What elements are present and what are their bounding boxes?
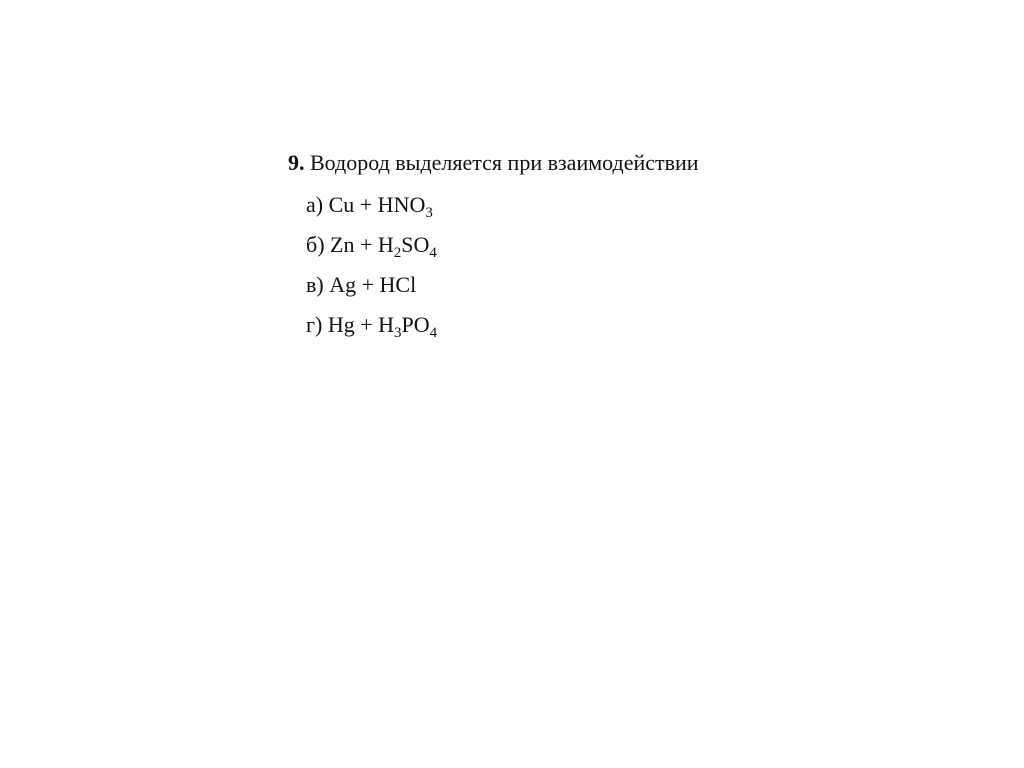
option-formula (329, 272, 416, 297)
formula-text: SO (401, 232, 430, 257)
option-formula (330, 232, 437, 261)
formula-text: Ag + HCl (329, 272, 417, 297)
formula-subscript: 4 (429, 325, 438, 341)
formula-text: PO (401, 312, 430, 337)
answer-options (306, 190, 437, 350)
answer-option-d (306, 310, 437, 350)
question-number: 9. (288, 150, 305, 175)
option-formula (328, 192, 433, 221)
question-text: Водород выделяется при взаимодействии (310, 150, 699, 175)
formula-subscript: 3 (425, 205, 433, 221)
formula-text: Cu + HNO (328, 192, 426, 217)
option-label: в) (306, 272, 324, 297)
option-formula (327, 312, 438, 341)
option-label: а) (306, 192, 324, 217)
question-line (288, 148, 699, 178)
answer-option-a (306, 190, 437, 230)
option-label: б) (306, 232, 325, 257)
option-label: г) (306, 312, 323, 337)
formula-text: Hg + H (327, 312, 395, 337)
formula-text: Zn + H (330, 232, 394, 257)
answer-option-b (306, 230, 437, 270)
answer-option-c (306, 270, 437, 310)
formula-subscript: 2 (393, 245, 402, 261)
formula-subscript: 4 (429, 245, 437, 261)
formula-subscript: 3 (394, 325, 402, 341)
